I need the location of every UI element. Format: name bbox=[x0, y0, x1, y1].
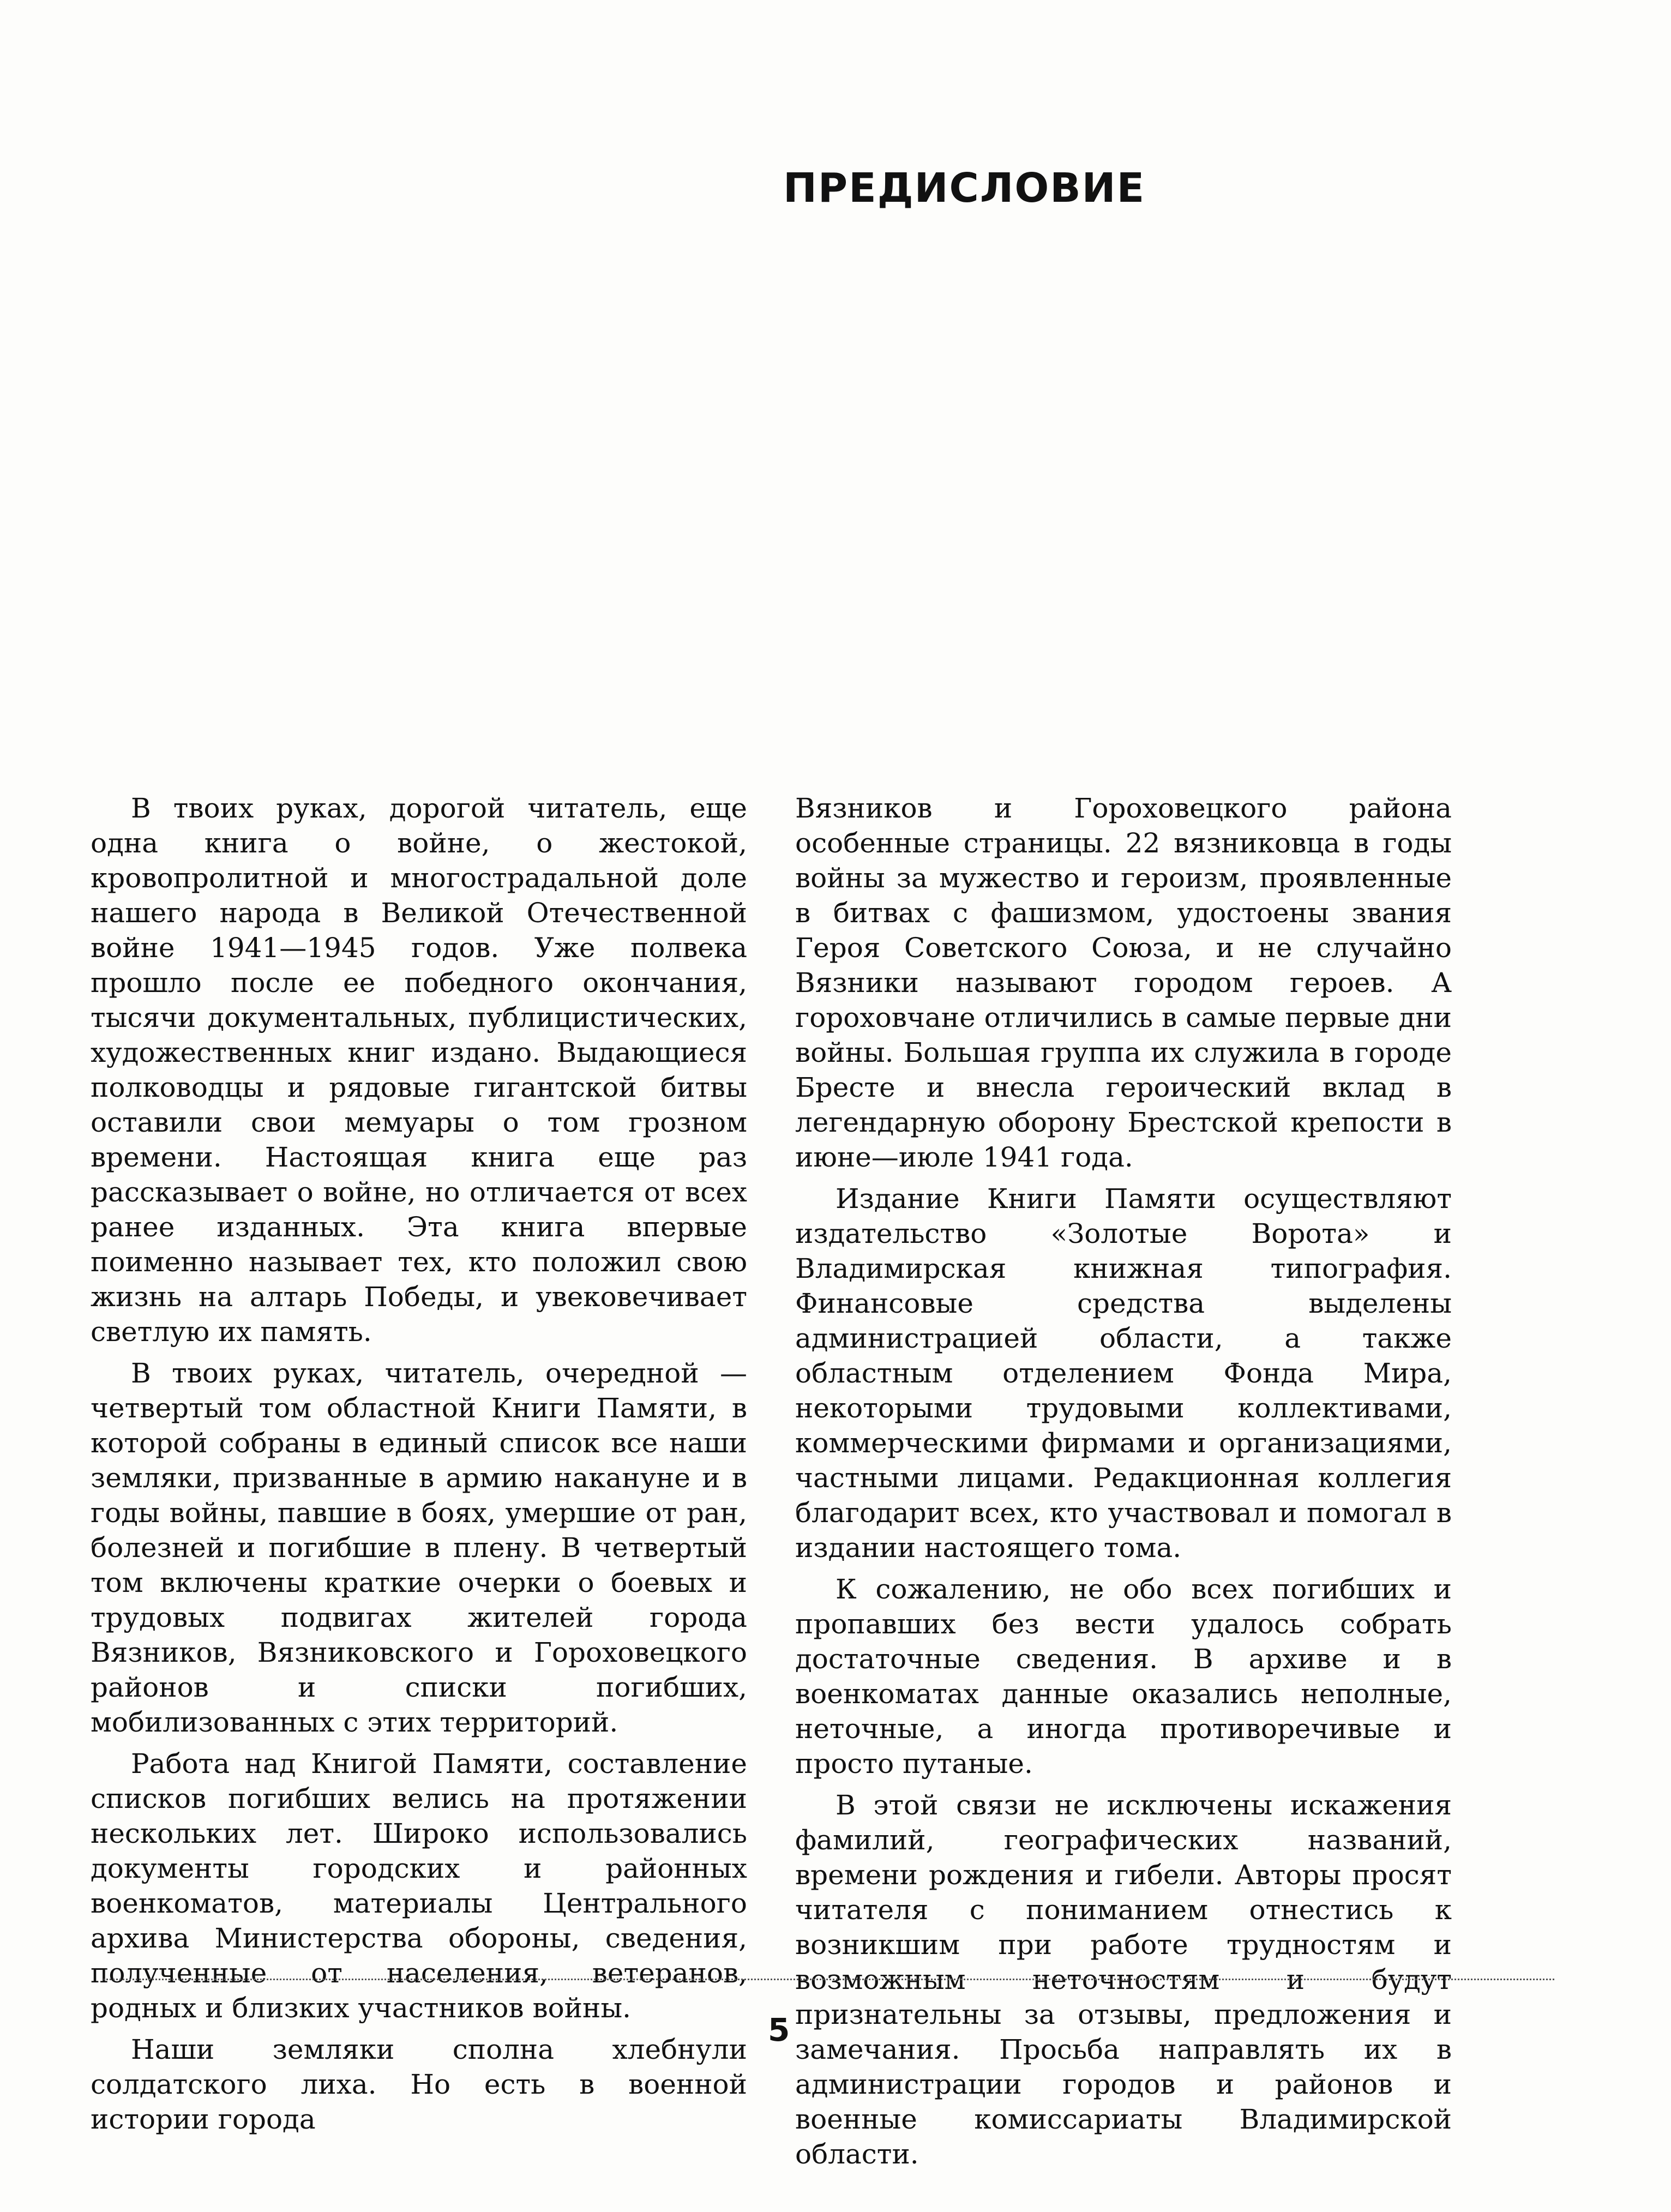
paragraph: Работа над Книгой Памяти, составление списков погибших велись на протяжении нескольких лет. Широко использовались документы городских и районных военкоматов, материалы Центрального архива Министерства обороны, сведения, полученные от населения, ветеранов, родных и близких участников войны. bbox=[91, 1748, 747, 2024]
page-number: 5 bbox=[768, 2011, 790, 2048]
paragraph: В этой связи не исключены искажения фамилий, географических названий, времени рождения и гибели. Авторы просят читателя с пониманием отнестись к возникшим при работе трудностям и возможным неточностям и будут признательны за отзывы, предложения и замечания. Просьба направлять их в администрации городов и районов и военные комиссариаты Владимирской области. bbox=[795, 1789, 1452, 2170]
paragraph: К сожалению, не обо всех погибших и пропавших без вести удалось собрать достаточные сведения. В архиве и в военкоматах данные оказались неполные, неточные, а иногда противоречивые и просто путаные. bbox=[795, 1573, 1452, 1780]
right-column bbox=[795, 791, 1452, 2172]
paragraph: В твоих руках, дорогой читатель, еще одна книга о войне, о жестокой, кровопролитной и многострадальной доле нашего народа в Великой Отечественной войне 1941—1945 годов. Уже полвека прошло после ее победного окончания, тысячи документальных, публицистических, художественных книг издано. Выдающиеся полководцы и рядовые гигантской битвы оставили свои мемуары о том грозном времени. Настоящая книга еще раз рассказывает о войне, но отличается от всех ранее изданных. Эта книга впервые поименно называет тех, кто положил свою жизнь на алтарь Победы, и увековечивает светлую их память. bbox=[91, 792, 747, 1348]
paragraph: Издание Книги Памяти осуществляют издательство «Золотые Ворота» и Владимирская книжная типография. Финансовые средства выделены администрацией области, а также областным отделением Фонда Мира, некоторыми трудовыми коллективами, коммерческими фирмами и организациями, частными лицами. Редакционная коллегия благодарит всех, кто участвовал и помогал в издании настоящего тома. bbox=[795, 1183, 1452, 1564]
paragraph: Наши земляки сполна хлебнули солдатского лиха. Но есть в военной истории города bbox=[91, 2034, 747, 2135]
left-column bbox=[91, 791, 747, 2137]
paragraph-continuation: Вязников и Гороховецкого района особенные страницы. 22 вязниковца в годы войны за мужество и героизм, проявленные в битвах с фашизмом, удостоены звания Героя Советского Союза, и не случайно Вязники называют городом героев. А гороховчане отличились в самые первые дни войны. Большая группа их служила в городе Бресте и внесла героический вклад в легендарную оборону Брестской крепости в июне—июле 1941 года. bbox=[795, 792, 1452, 1173]
paragraph: В твоих руках, читатель, очередной — четвертый том областной Книги Памяти, в которой собраны в единый список все наши земляки, призванные в армию накануне и в годы войны, павшие в боях, умершие от ран, болезней и погибшие в плену. В четвертый том включены краткие очерки о боевых и трудовых подвигах жителей города Вязников, Вязниковского и Гороховецкого районов и списки погибших, мобилизованных с этих территорий. bbox=[91, 1357, 747, 1738]
page-title: ПРЕДИСЛОВИЕ bbox=[783, 165, 1146, 212]
footer-divider bbox=[104, 1979, 1554, 1980]
